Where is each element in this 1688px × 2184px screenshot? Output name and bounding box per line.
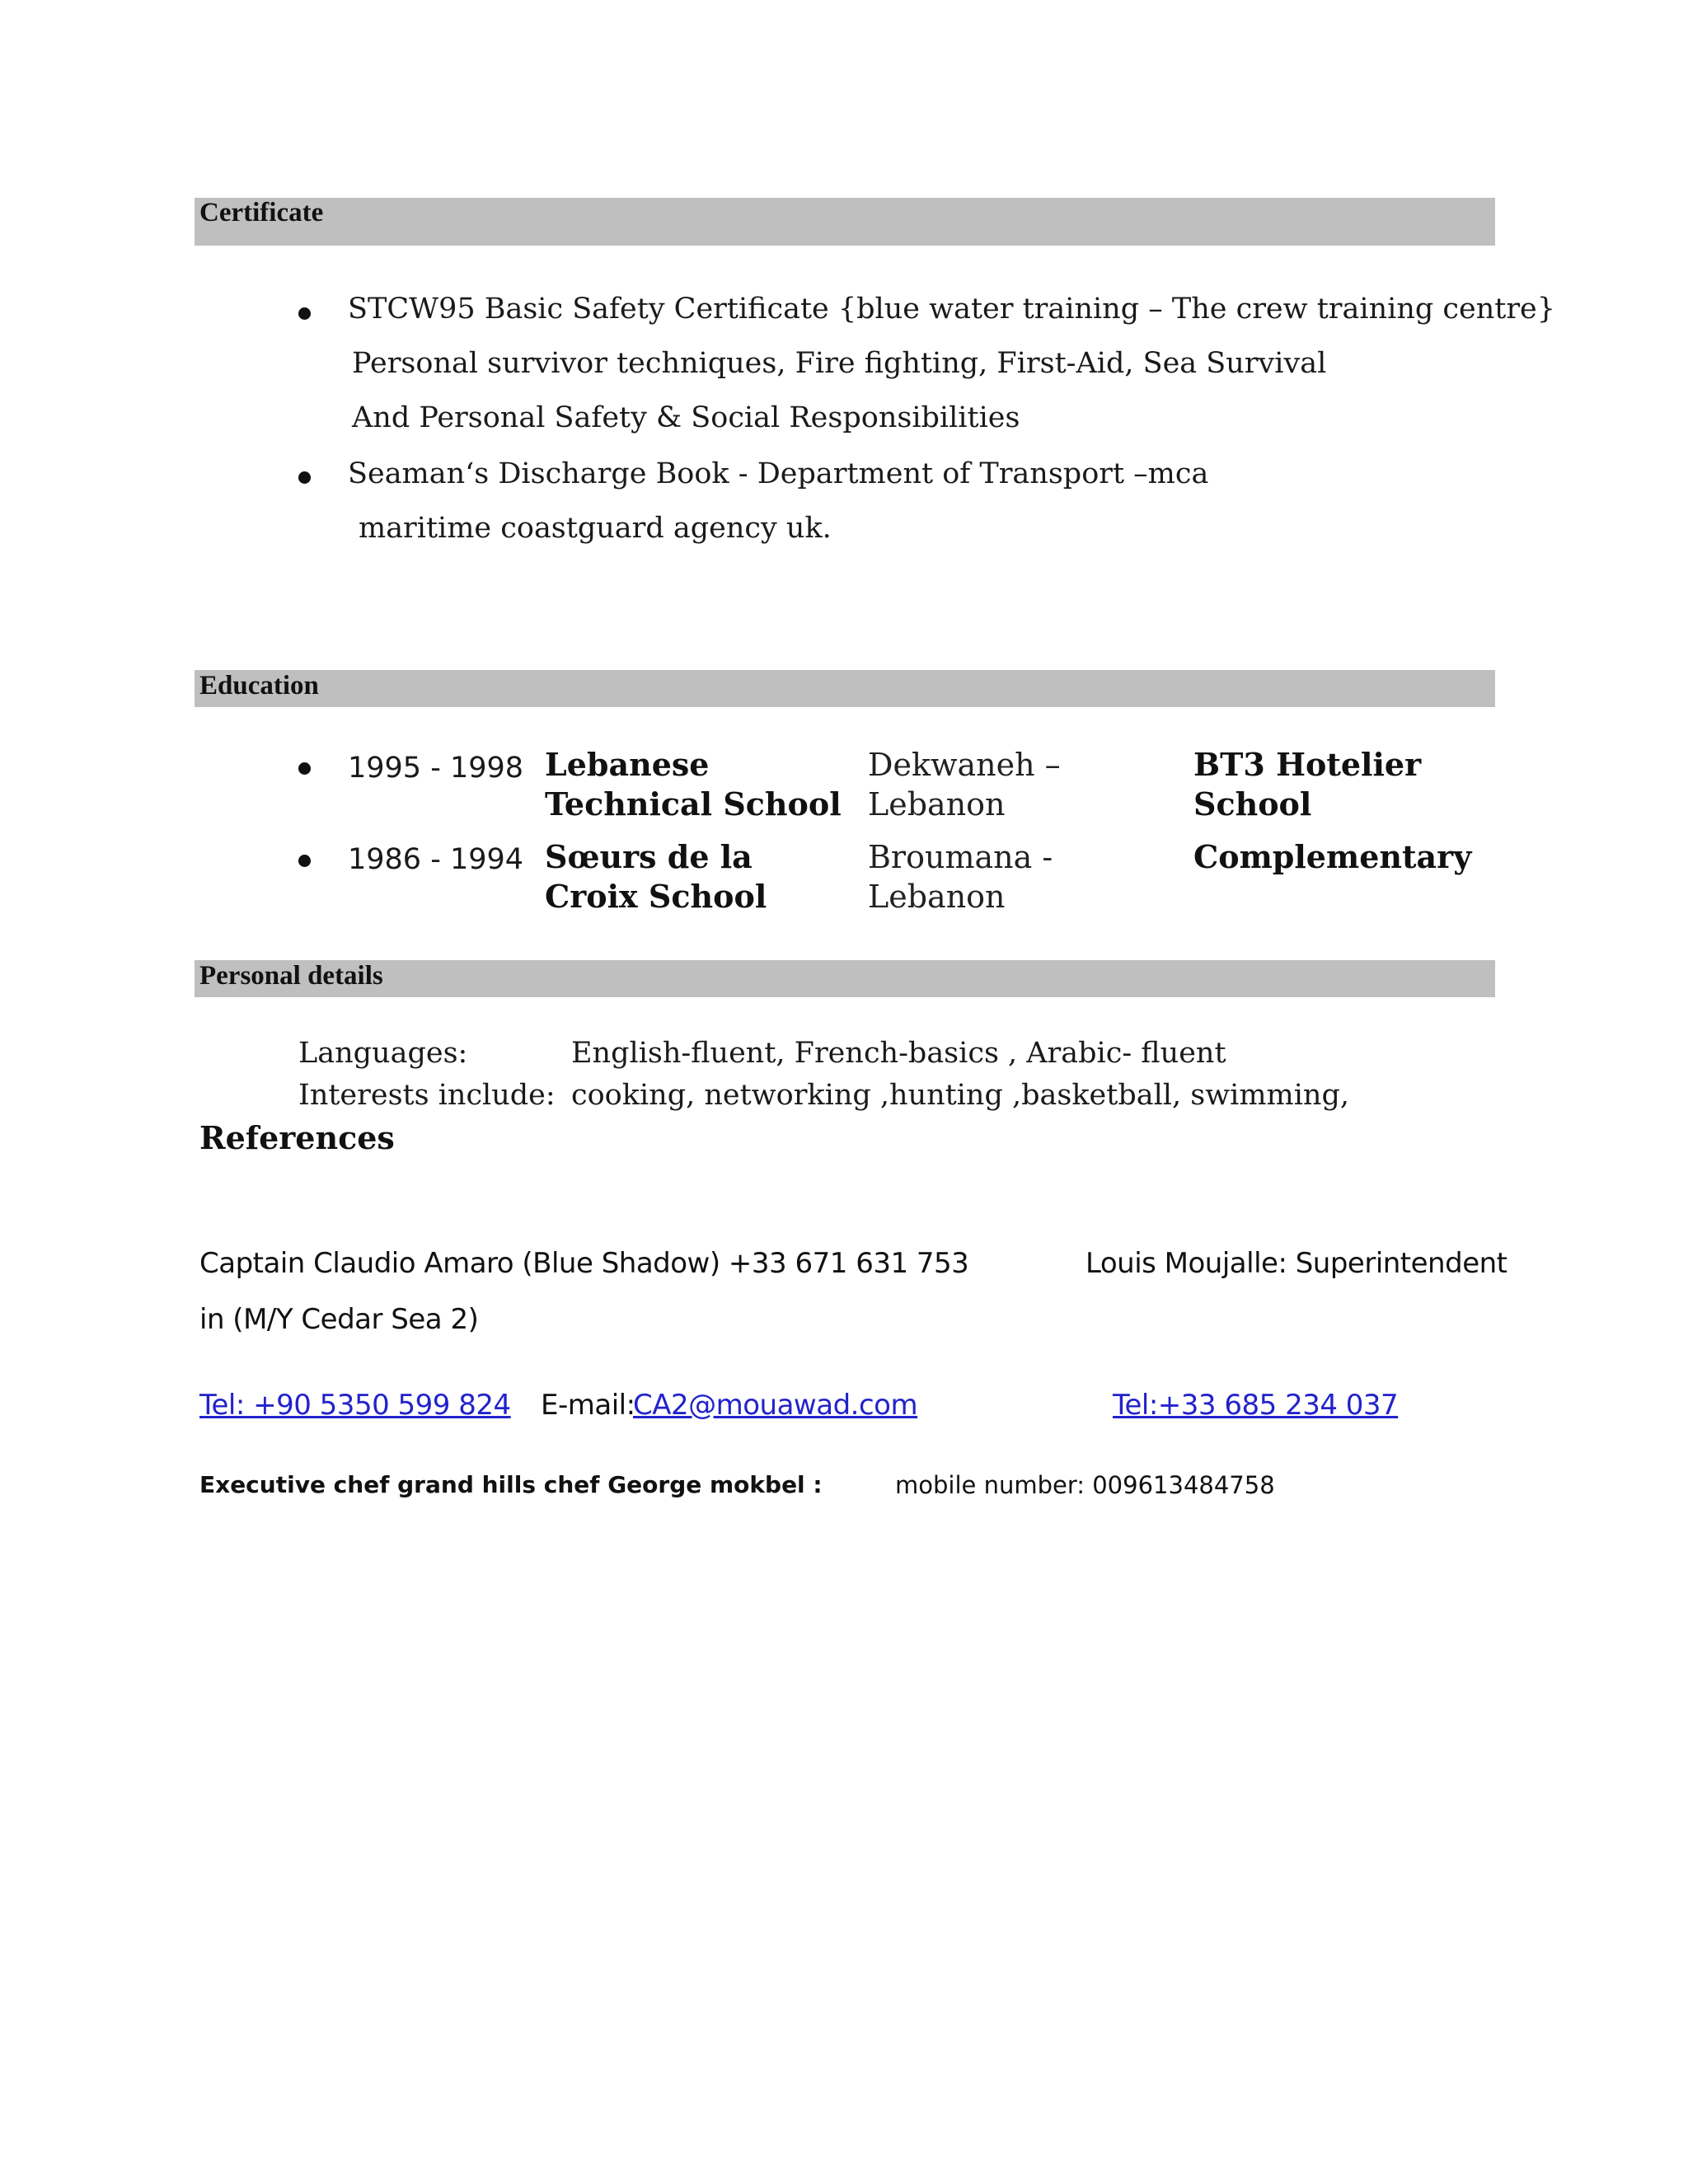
languages-label: Languages: bbox=[298, 1037, 468, 1070]
education-school: Lebanese Technical School bbox=[545, 746, 842, 823]
reference-3-name: Executive chef grand hills chef George mokbel : bbox=[199, 1471, 823, 1498]
certificate-item-1-line-3: And Personal Safety & Social Responsibilities bbox=[352, 401, 1020, 434]
reference-3-mobile: mobile number: 009613484758 bbox=[895, 1471, 1275, 1499]
certificate-item-2-line-1: Seaman‘s Discharge Book - Department of Transport –mca bbox=[348, 457, 1209, 490]
education-years: 1986 - 1994 bbox=[348, 843, 524, 876]
reference-1-vessel: in (M/Y Cedar Sea 2) bbox=[199, 1303, 479, 1336]
languages-value: English-fluent, French-basics , Arabic- fluent bbox=[571, 1037, 1226, 1070]
reference-1-name: Captain Claudio Amaro (Blue Shadow) +33 671 631 753 bbox=[199, 1247, 969, 1280]
education-school: Sœurs de la Croix School bbox=[545, 838, 767, 915]
interests-value: cooking, networking ,hunting ,basketball, swimming, bbox=[571, 1079, 1349, 1112]
reference-1-email-link[interactable]: CA2@mouawad.com bbox=[633, 1389, 918, 1422]
personal-details-heading: Personal details bbox=[199, 961, 383, 991]
personal-details-heading-bar bbox=[195, 960, 1495, 997]
education-diploma: Complementary bbox=[1193, 838, 1472, 875]
certificate-heading: Certificate bbox=[199, 198, 324, 227]
reference-1-phone-link[interactable]: Tel: +90 5350 599 824 bbox=[199, 1389, 511, 1422]
bullet-icon bbox=[298, 307, 311, 320]
education-heading-bar bbox=[195, 670, 1495, 707]
education-years: 1995 - 1998 bbox=[348, 752, 524, 785]
certificate-item-2-line-2: maritime coastguard agency uk. bbox=[359, 512, 832, 545]
interests-label: Interests include: bbox=[298, 1079, 556, 1112]
bullet-icon bbox=[298, 762, 311, 775]
email-label: E-mail: bbox=[541, 1389, 635, 1422]
reference-2-phone-link[interactable]: Tel:+33 685 234 037 bbox=[1113, 1389, 1399, 1422]
education-heading: Education bbox=[199, 671, 319, 701]
education-diploma: BT3 Hotelier School bbox=[1193, 746, 1422, 823]
education-location: Dekwaneh – Lebanon bbox=[868, 747, 1061, 823]
bullet-icon bbox=[298, 471, 311, 484]
certificate-item-1-line-1: STCW95 Basic Safety Certificate {blue water training – The crew training centre} bbox=[348, 293, 1556, 326]
references-heading: References bbox=[199, 1119, 395, 1156]
reference-2-name: Louis Moujalle: Superintendent bbox=[1085, 1247, 1507, 1280]
education-location: Broumana - Lebanon bbox=[868, 839, 1053, 915]
certificate-item-1-line-2: Personal survivor techniques, Fire fighting, First-Aid, Sea Survival bbox=[352, 347, 1327, 380]
bullet-icon bbox=[298, 855, 311, 867]
certificate-heading-bar bbox=[195, 198, 1495, 246]
